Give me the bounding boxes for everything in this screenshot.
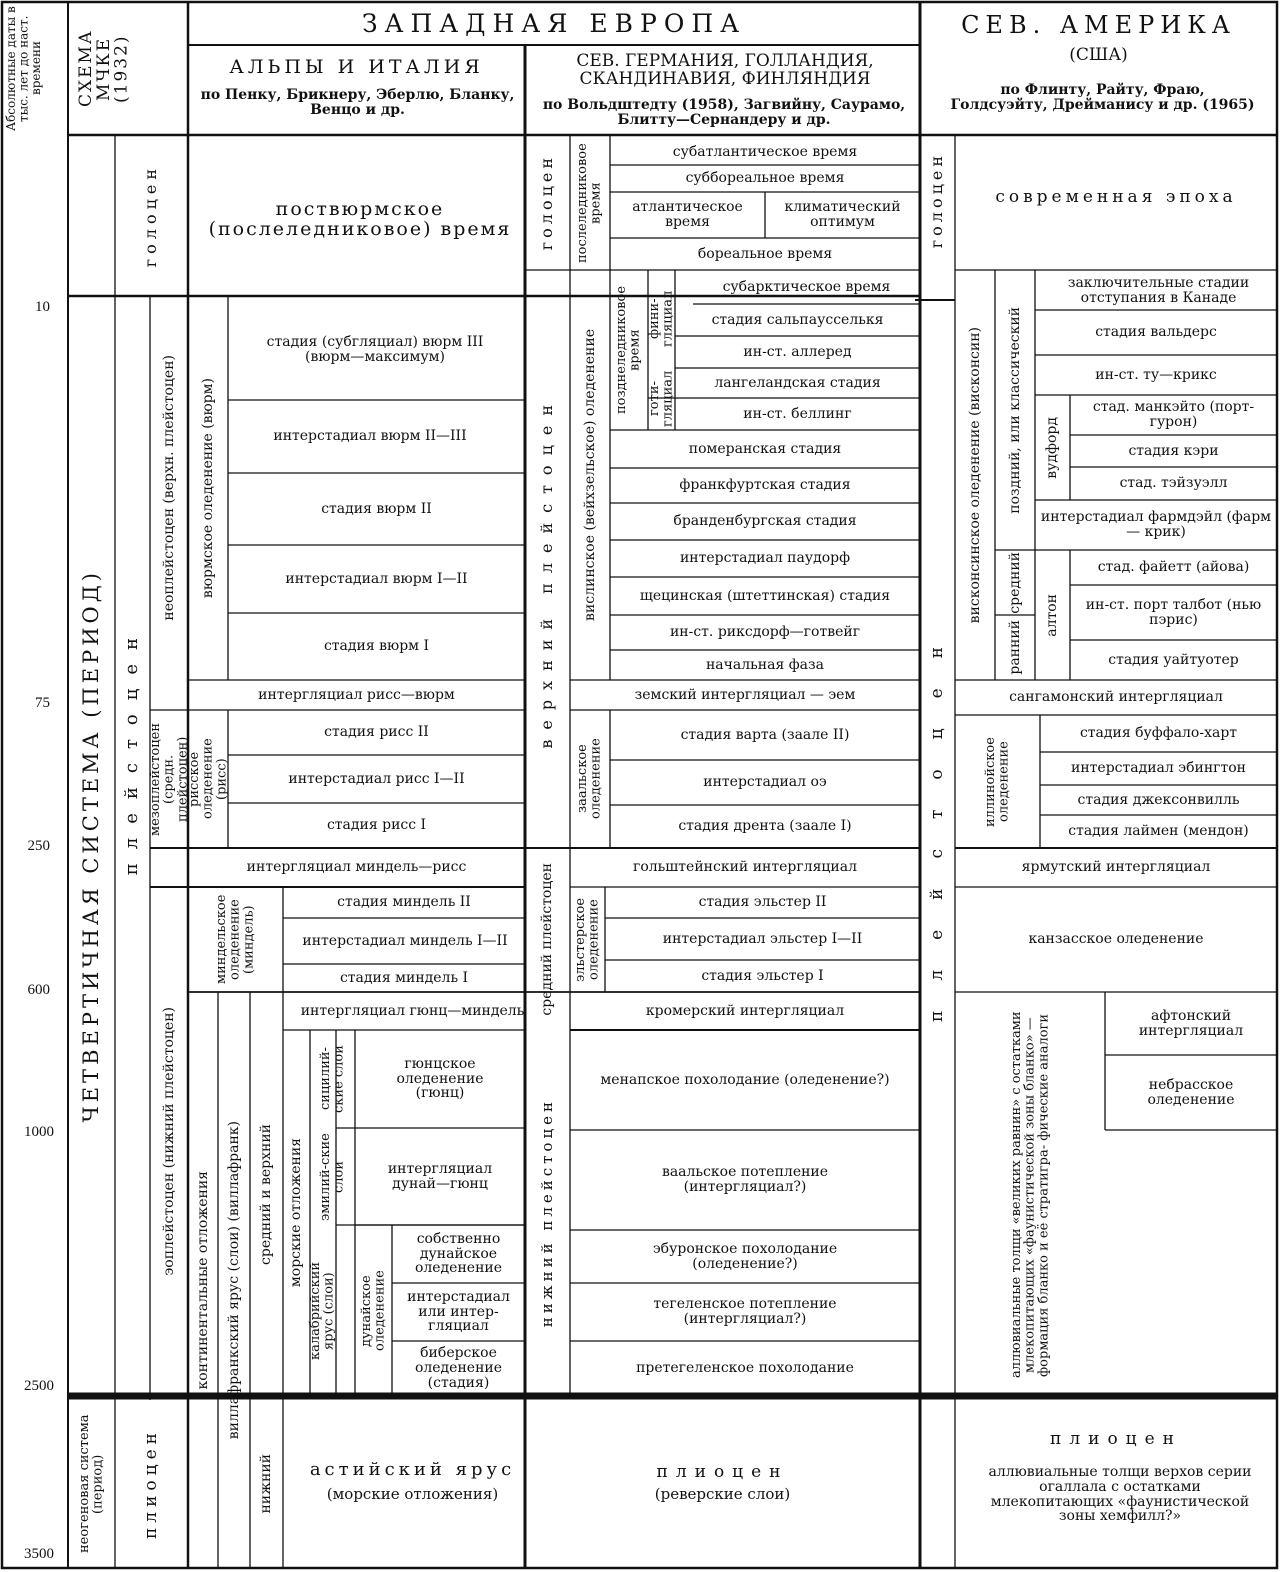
axis-label-2500: 2500 [24, 1378, 54, 1394]
na-pliocene: плиоцен [1049, 1429, 1183, 1450]
schema-quaternary: ЧЕТВЕРТИЧНАЯ СИСТЕМА (ПЕРИОД) [79, 569, 104, 1123]
na-alluvial [970, 1000, 1090, 1390]
ng-rixdorf: ин-ст. риксдорф—готвейг [669, 624, 861, 641]
ng-postglacial: послеледниковое время [575, 142, 604, 263]
alps-is-mindel12: интерстадиал миндель I—II [302, 932, 508, 949]
ng-holstein: гольштейнский интергляциал [633, 859, 857, 876]
alps-danube-glaciation: дунайское оледенение [358, 1270, 388, 1351]
ng-pliocene: плиоцен [656, 1462, 789, 1483]
na-alluvial-line4: формация бланко и её стратигра- [1035, 1144, 1051, 1377]
alps-riss1: стадия рисс I [326, 817, 427, 834]
na-pleistocene: плейстоцен [926, 617, 947, 1023]
ng-initial: начальная фаза [705, 656, 825, 673]
na-middle: средний [1006, 551, 1023, 614]
na-pliocene-sub: аллювиальные толщи верхов серии огаллала с остатками млекопитающих «фаунистической зоны хемфилл?» [988, 1464, 1252, 1525]
alps-gunz: гюнцское оледенение (гюнц) [396, 1055, 484, 1102]
ng-waal: ваальское потепление (интергляциал?) [661, 1164, 829, 1195]
na-holocene: голоцен [927, 151, 947, 249]
alps-mindel1: стадия миндель I [339, 969, 469, 986]
na-final-stages: заключительные стадии отступания в Канаде [1067, 275, 1250, 306]
header-abs-dates: Абсолютные даты в тыс. лет до наст. времени [4, 6, 44, 131]
alps-astian: астийский ярус [309, 1458, 516, 1480]
header-na-usa: (США) [1069, 45, 1128, 66]
na-recent: современная эпоха [995, 186, 1237, 207]
alps-wurm1: стадия вюрм I [323, 638, 430, 655]
ng-pretegelen: претегеленское похолодание [636, 1360, 854, 1377]
na-early: ранний [1006, 620, 1023, 675]
ng-salpausselka: стадия сальпаусселькя [711, 311, 884, 328]
ng-finiglacial: фини-гляциал [646, 290, 676, 348]
alps-mindel2: стадия миндель II [337, 894, 471, 911]
ng-vistula: вислинское (вейхзельское) оледенение [581, 329, 598, 621]
ng-boreal: бореальное время [697, 245, 833, 262]
ng-frankfurt: франкфуртская стадия [679, 477, 851, 494]
ng-cromer: кромерский интергляциал [645, 1002, 845, 1019]
na-alluvial-line2: с остатками млекопитающих [1008, 1011, 1038, 1373]
header-ng-sub: по Вольдштедту (1958), Загвийну, Саурамо, Блитту—Сернандеру и др. [542, 97, 906, 128]
alps-neopleistocene: неоплейстоцен (верхн. плейстоцен) [160, 355, 177, 621]
ng-drenthe: стадия дрента (заале I) [678, 818, 852, 835]
alps-is-wurm23: интерстадиал вюрм II—III [273, 428, 467, 445]
na-valders: стадия вальдерс [1095, 324, 1217, 341]
header-west-europe: ЗАПАДНАЯ ЕВРОПА [361, 9, 747, 39]
alps-middle-upper: средний и верхний [258, 1123, 275, 1265]
ng-is-oe: интерстадиал оэ [703, 774, 827, 791]
alps-lower: нижний [258, 1454, 275, 1514]
ng-elster-glaciation: эльстерское оледенение [572, 897, 602, 982]
ng-eburon: эбуронское похолодание (оледенение?) [652, 1240, 838, 1272]
alps-continental: континентальные отложения [194, 1170, 211, 1390]
ng-lower-pleistocene: нижний плейстоцен [537, 1098, 556, 1328]
na-altonian: алтон [1044, 593, 1061, 637]
na-alluvial-line5: фические аналоги [1035, 1013, 1051, 1141]
ng-is-elster12: интерстадиал эльстер I—II [662, 930, 863, 947]
na-buffalo-hart: стадия буффало-харт [1079, 725, 1238, 742]
ng-langeland: лангеландская стадия [714, 374, 881, 391]
schema-holocene: голоцен [141, 163, 161, 268]
na-jacksonville: стадия джексонвилль [1077, 791, 1240, 808]
alps-calabrian: калабрийский ярус (слои) [308, 1261, 337, 1360]
axis-label-250: 250 [27, 838, 50, 854]
header-na-sub: по Флинту, Райту, Фраю, Голдсуэйту, Дрейманису и др. (1965) [950, 82, 1255, 113]
alps-emilian: эмилий-ские слои [317, 1132, 347, 1221]
na-two-creeks: ин-ст. ту—крикс [1095, 366, 1217, 383]
na-cary: стадия кэри [1128, 442, 1219, 459]
axis-label-1000: 1000 [24, 1124, 54, 1140]
alps-riss2: стадия рисс II [324, 724, 429, 741]
ng-paudorf: интерстадиал паудорф [679, 550, 851, 567]
ng-middle-pleistocene: средний плейстоцен [539, 862, 556, 1016]
alps-ig-gunz-mindel: интергляциал гюнц—миндель [300, 1002, 525, 1019]
alps-astian-sub: (морские отложения) [326, 1485, 499, 1504]
ng-szczecin: щецинская (штеттинская) стадия [639, 587, 891, 604]
ng-saale: заальское оледенение [575, 738, 604, 820]
ng-elster2: стадия эльстер II [698, 894, 827, 911]
ng-menap: менапское похолодание (оледенение?) [600, 1071, 890, 1088]
alps-is-wurm12: интерстадиал вюрм I—II [285, 570, 468, 587]
alps-is-riss12: интерстадиал рисс I—II [288, 770, 465, 787]
axis-label-3500: 3500 [24, 1546, 54, 1562]
ng-atlantic: атлантическое время [632, 199, 743, 230]
alps-riss-glaciation: рисское оледенение (рисс) [186, 738, 229, 820]
ng-eem: земский интергляциал — эем [634, 686, 856, 703]
schema-pleistocene: плейстоцен [121, 624, 143, 876]
na-illinoian: иллинойское оледенение [982, 736, 1012, 827]
ng-climatic-optimum: климатический оптимум [784, 199, 901, 230]
ng-brandenburg: бранденбургская стадия [673, 513, 857, 530]
na-aftonian: афтонский интергляциал [1138, 1007, 1244, 1039]
ng-elster1: стадия эльстер I [701, 967, 824, 984]
header-alps-title: АЛЬПЫ И ИТАЛИЯ [229, 56, 484, 79]
alps-villafranchian: виллафранкский ярус (слои) (виллафранк) [225, 1120, 242, 1440]
alps-ig-mindel-riss: интергляциал миндель—рисс [246, 859, 467, 876]
na-port-talbot: ин-ст. порт талбот (нью пэрис) [1085, 596, 1262, 628]
ng-subarctic: субарктическое время [722, 278, 891, 295]
ng-holocene: голоцен [537, 154, 557, 251]
na-tazewell: стад. тэйзуэлл [1119, 475, 1228, 492]
na-farmdale: интерстадиал фармдэйл (фарм — крик) [1040, 509, 1272, 540]
ng-late-glacial: позднеледниковое время [614, 285, 643, 415]
header-na-title: СЕВ. АМЕРИКА [961, 11, 1236, 40]
ng-subboreal: суббореальное время [685, 170, 845, 187]
alps-biber: биберское оледенение (стадия) [414, 1345, 503, 1391]
alps-marine: морские отложения [288, 1138, 305, 1288]
ng-gotiglacial: готи-гляциал [646, 370, 676, 428]
alps-wurm3: стадия (субгляциал) вюрм III (вюрм—максимум) [266, 334, 484, 365]
alps-mindel-glaciation: миндельское оледенение (миндель) [214, 894, 257, 985]
header-ng-title: СЕВ. ГЕРМАНИЯ, ГОЛЛАНДИЯ, СКАНДИНАВИЯ, ФИНЛЯНДИЯ [576, 51, 874, 89]
na-alluvial-line1: аллювиальные толщи «великих равнин» [1008, 1099, 1024, 1379]
na-yarmouth: ярмутский интергляциал [1021, 859, 1211, 876]
alps-postwurm: поствюрмское (послеледниковое) время [208, 198, 512, 240]
ng-subatlantic: субатлантическое время [672, 144, 858, 161]
alps-ig-riss-wurm: интергляциал рисс—вюрм [258, 686, 455, 703]
schema-pliocene: плиоцен [140, 1428, 161, 1540]
na-wisconsin: висконсинское оледенение (висконсин) [966, 326, 983, 624]
na-edwington: интерстадиал эбингтон [1071, 760, 1246, 777]
ng-upper-pleistocene: верхний плейстоцен [537, 395, 557, 749]
na-nebraskan: небрасское оледенение [1147, 1076, 1235, 1108]
na-liman: стадия лаймен (мендон) [1068, 823, 1249, 840]
ng-allerod: ин-ст. аллеред [743, 343, 852, 360]
alps-mesopleistocene: мезоплейстоцен (средн. плейстоцен) [147, 722, 190, 836]
na-late-classic: поздний, или классический [1006, 306, 1023, 514]
ng-tegelen: тегеленское потепление (интергляциал?) [653, 1296, 837, 1327]
alps-sicilian: сицилий-ские слои [317, 1045, 347, 1113]
na-mankato: стад. манкэйто (порт-гурон) [1092, 399, 1255, 430]
ng-pliocene-sub: (реверские слои) [654, 1485, 791, 1504]
na-fayette: стад. файетт (айова) [1097, 559, 1250, 576]
alps-danube-proper: собственно дунайское оледенение [414, 1230, 503, 1277]
header-schema: СХЕМА МЧКЕ (1932) [76, 29, 132, 108]
ng-bolling: ин-ст. беллинг [743, 405, 852, 422]
alps-interstadial-danube: интерстадиал или интер-гляциал [407, 1288, 510, 1335]
na-sangamon: сангамонский интергляциал [1009, 689, 1223, 706]
axis-label-600: 600 [27, 982, 50, 998]
header-alps-sub: по Пенку, Брикнеру, Эберлю, Бланку, Венцо и др. [200, 87, 515, 118]
schema-neogene: неогеновая система (период) [76, 1414, 106, 1554]
axis-label-75: 75 [35, 695, 50, 711]
alps-wurm-glaciation: вюрмское оледенение (вюрм) [199, 377, 216, 599]
na-woodford: вудфорд [1044, 416, 1061, 479]
alps-wurm2: стадия вюрм II [321, 500, 432, 517]
na-whitewater: стадия уайтуотер [1108, 651, 1239, 668]
ng-warthe: стадия варта (заале II) [680, 726, 850, 743]
alps-ig-danube-gunz: интергляциал дунай—гюнц [387, 1160, 493, 1192]
ng-pomeranian: померанская стадия [688, 440, 842, 457]
axis-label-10: 10 [35, 299, 50, 315]
alps-eopleistocene: эоплейстоцен (нижний плейстоцен) [160, 1007, 177, 1276]
na-alluvial-line3: «фаунистической зоны бланко» — [1022, 1017, 1038, 1256]
na-kansan: канзасское оледенение [1028, 931, 1204, 948]
